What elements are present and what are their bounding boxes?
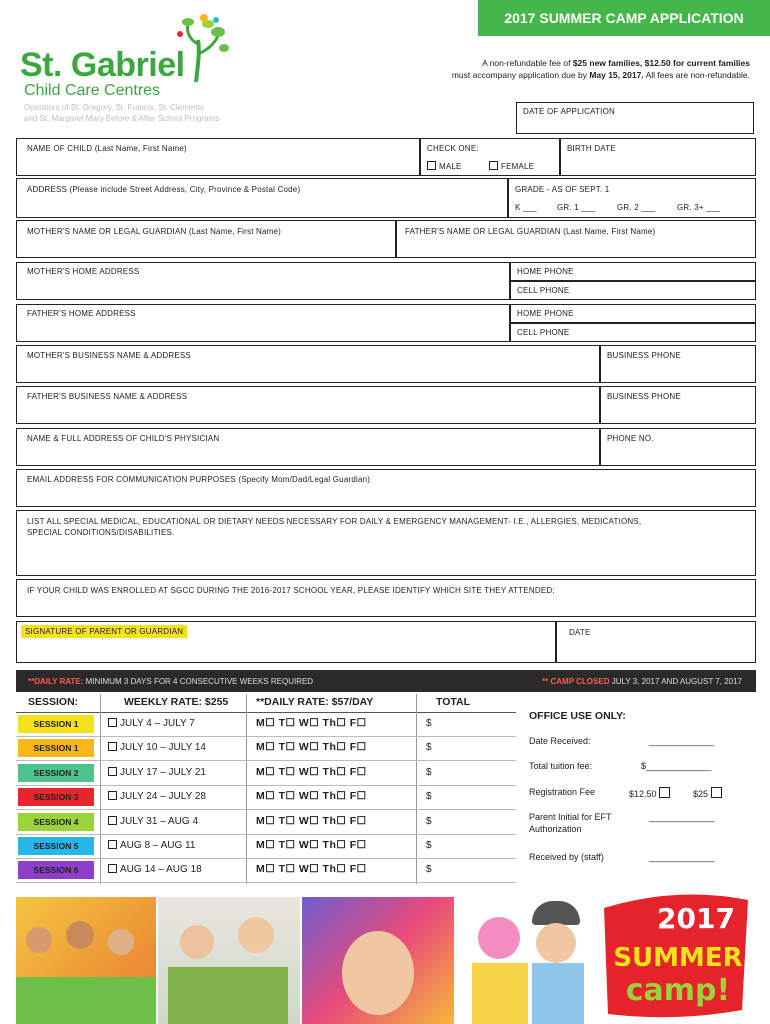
email-label: EMAIL ADDRESS FOR COMMUNICATION PURPOSES (Specify Mom/Dad/Legal Guardian) (27, 475, 371, 484)
col-daily-header: **DAILY RATE: $57/DAY (256, 696, 374, 708)
received-by-label: Received by (staff) (529, 852, 604, 862)
grade-2-option[interactable]: GR. 2 ___ (617, 203, 656, 212)
father-name-field[interactable] (396, 220, 756, 258)
business-phone-1-label: BUSINESS PHONE (607, 351, 681, 360)
birth-date-label: BIRTH DATE (567, 144, 616, 153)
date-of-application-label: DATE OF APPLICATION (523, 107, 615, 116)
photo-2-aprons (168, 967, 288, 1024)
signature-date-field[interactable] (556, 621, 756, 663)
daily-rate-text: MINIMUM 3 DAYS FOR 4 CONSECUTIVE WEEKS REQUIRED (83, 677, 314, 686)
due-date: May 15, 2017. (589, 70, 644, 80)
session-day-checkboxes[interactable]: M☐ T☐ W☐ Th☐ F☐ (256, 863, 367, 875)
home-phone-1-label: HOME PHONE (517, 267, 574, 276)
grade-field (508, 178, 756, 218)
grade-label: GRADE - AS OF SEPT. 1 (515, 185, 610, 194)
cell-phone-2-label: CELL PHONE (517, 328, 570, 337)
gender-field (420, 138, 560, 176)
col-session-header: SESSION: (28, 696, 79, 708)
date-received-line[interactable]: _____________ (649, 736, 715, 746)
signature-label: SIGNATURE OF PARENT OR GUARDIAN (21, 625, 187, 638)
cell-phone-2-field[interactable] (510, 323, 756, 342)
title-banner (478, 0, 770, 36)
mother-name-field[interactable] (16, 220, 396, 258)
session-week-option[interactable] (108, 840, 195, 851)
summer-camp-badge (596, 886, 756, 1022)
home-phone-2-field[interactable] (510, 304, 756, 323)
physician-field[interactable] (16, 428, 600, 466)
received-by-line[interactable]: _____________ (649, 852, 715, 862)
col-divider-2 (246, 694, 247, 884)
session-badge: SESSION 1 (18, 739, 94, 757)
father-home-address-label: FATHER'S HOME ADDRESS (27, 309, 136, 318)
email-field[interactable] (16, 469, 756, 507)
reg-12-label: $12.50 (629, 789, 657, 799)
session-row-divider (16, 785, 516, 786)
office-use-panel (517, 700, 760, 890)
child-hat-1 (478, 917, 520, 959)
business-phone-2-field[interactable] (600, 386, 756, 424)
rate-info-bar (16, 670, 756, 692)
child-name-field[interactable] (16, 138, 420, 176)
photo-1-ground (16, 977, 156, 1024)
session-week-option[interactable] (108, 718, 195, 729)
session-total-field[interactable]: $ (426, 840, 432, 851)
date-received-label: Date Received: (529, 736, 591, 746)
session-badge: SESSION 1 (18, 715, 94, 733)
session-row-divider (16, 809, 516, 810)
logo-name: St. Gabriel (20, 46, 185, 84)
child-face-4 (180, 925, 214, 959)
session-day-checkboxes[interactable]: M☐ T☐ W☐ Th☐ F☐ (256, 766, 367, 778)
physician-phone-field[interactable] (600, 428, 756, 466)
male-checkbox[interactable] (427, 161, 436, 170)
session-week-checkbox[interactable] (108, 767, 117, 776)
tuition-line[interactable]: $_____________ (641, 761, 712, 771)
session-badge: SESSION 2 (18, 764, 94, 782)
session-row-divider (16, 882, 516, 883)
reg-25-label: $25 (693, 789, 709, 799)
session-day-checkboxes[interactable]: M☐ T☐ W☐ Th☐ F☐ (256, 790, 367, 802)
badge-word-1: SUMMER (613, 943, 743, 973)
child-hat-2 (532, 901, 580, 925)
session-row-divider (16, 858, 516, 859)
session-total-field[interactable]: $ (426, 864, 432, 875)
table-header-divider (16, 712, 516, 713)
child-shirt-2 (532, 963, 584, 1024)
home-phone-2-label: HOME PHONE (517, 309, 574, 318)
reg-12-checkbox[interactable] (659, 787, 670, 798)
parent-initial-line[interactable]: _____________ (649, 812, 715, 822)
session-dates: JULY 24 – JULY 28 (120, 791, 206, 802)
painted-hands-photo (302, 897, 454, 1024)
fee-amounts: $25 new families, $12.50 for current families (572, 58, 750, 68)
reg-25-checkbox[interactable] (711, 787, 722, 798)
home-phone-1-field[interactable] (510, 262, 756, 281)
address-field[interactable] (16, 178, 508, 218)
session-week-checkbox[interactable] (108, 864, 117, 873)
child-face-1 (26, 927, 52, 953)
father-name-label: FATHER'S NAME OR LEGAL GUARDIAN (Last Name, First Name) (405, 227, 656, 236)
session-total-field[interactable]: $ (426, 742, 432, 753)
children-photo-2 (158, 897, 300, 1024)
session-badge: SESSION 3 (18, 788, 94, 806)
operators-text (24, 102, 284, 124)
session-total-field[interactable]: $ (426, 767, 432, 778)
child-face-2 (66, 921, 94, 949)
session-week-checkbox[interactable] (108, 718, 117, 727)
physician-label: NAME & FULL ADDRESS OF CHILD'S PHYSICIAN (27, 434, 220, 443)
fee-text: A non-refundable fee of (482, 58, 573, 68)
mother-name-label: MOTHER'S NAME OR LEGAL GUARDIAN (Last Name, First Name) (27, 227, 282, 236)
female-option[interactable] (489, 161, 534, 171)
child-face-6 (342, 931, 414, 1015)
session-week-option[interactable] (108, 816, 198, 827)
session-dates: JULY 17 – JULY 21 (120, 767, 206, 778)
session-week-option[interactable] (108, 767, 206, 778)
operators-line-1: Operators of St. Gregory, St. Francis, St. Clements (24, 103, 204, 112)
special-needs-label-1: LIST ALL SPECIAL MEDICAL, EDUCATIONAL OR DIETARY NEEDS NECESSARY FOR DAILY & EMERGENCY MANAGEMENT- I.E., ALLERGIES, MEDICATIONS, (27, 517, 642, 526)
birth-date-field[interactable] (560, 138, 756, 176)
children-photo-3 (460, 897, 600, 1024)
session-total-field[interactable]: $ (426, 816, 432, 827)
non-refundable-text: All fees are non-refundable. (643, 70, 750, 80)
session-day-checkboxes[interactable]: M☐ T☐ W☐ Th☐ F☐ (256, 717, 367, 729)
camp-closed-text: JULY 3, 2017 AND AUGUST 7, 2017 (609, 677, 742, 686)
session-badge: SESSION 5 (18, 837, 94, 855)
col-divider-3 (416, 694, 417, 884)
check-one-label: CHECK ONE: (427, 144, 479, 153)
session-week-option[interactable] (108, 742, 206, 753)
address-label: ADDRESS (Please include Street Address, City, Province & Postal Code) (27, 185, 301, 194)
child-face-7 (536, 923, 576, 963)
session-dates: JULY 31 – AUG 4 (120, 816, 199, 827)
col-divider-1 (100, 694, 101, 884)
cell-phone-1-label: CELL PHONE (517, 286, 570, 295)
session-week-checkbox[interactable] (108, 816, 117, 825)
page-title: 2017 SUMMER CAMP APPLICATION (504, 10, 744, 26)
enrolled-site-label: IF YOUR CHILD WAS ENROLLED AT SGCC DURING THE 2016-2017 SCHOOL YEAR, PLEASE IDENTIFY WHICH SITE THEY ATTENDED: (27, 586, 555, 595)
session-week-option[interactable] (108, 791, 206, 802)
grade-1-option[interactable]: GR. 1 ___ (557, 203, 596, 212)
child-shirt-1 (472, 963, 528, 1024)
session-day-checkboxes[interactable]: M☐ T☐ W☐ Th☐ F☐ (256, 741, 367, 753)
due-text: must accompany application due by (451, 70, 590, 80)
session-total-field[interactable]: $ (426, 718, 432, 729)
tuition-label: Total tuition fee: (529, 761, 593, 771)
logo-subtitle: Child Care Centres (24, 82, 161, 99)
child-face-5 (238, 917, 274, 953)
signature-date-label: DATE (569, 628, 591, 637)
col-weekly-header: WEEKLY RATE: $255 (124, 696, 229, 708)
camp-closed-label: ** CAMP CLOSED (542, 677, 610, 686)
badge-year: 2017 (657, 902, 735, 935)
session-week-checkbox[interactable] (108, 742, 117, 751)
mother-business-label: MOTHER'S BUSINESS NAME & ADDRESS (27, 351, 191, 360)
father-home-address-field[interactable] (16, 304, 510, 342)
session-week-option[interactable] (108, 864, 202, 875)
reg-12-option[interactable] (629, 787, 673, 799)
parent-initial-label-1: Parent Initial for EFT (529, 812, 612, 822)
fee-notice-line-1 (290, 58, 750, 68)
session-dates: AUG 8 – AUG 11 (120, 840, 196, 851)
session-badge: SESSION 6 (18, 861, 94, 879)
daily-rate-note (28, 677, 313, 686)
reg-25-option[interactable] (693, 787, 725, 799)
daily-rate-label: **DAILY RATE: (28, 677, 84, 686)
father-business-label: FATHER'S BUSINESS NAME & ADDRESS (27, 392, 188, 401)
child-name-label: NAME OF CHILD (Last Name, First Name) (27, 144, 187, 153)
session-badge: SESSION 4 (18, 813, 94, 831)
office-use-title: OFFICE USE ONLY: (529, 710, 626, 722)
session-week-checkbox[interactable] (108, 840, 117, 849)
session-row-divider (16, 834, 516, 835)
child-face-3 (108, 929, 134, 955)
date-of-application-field[interactable] (516, 102, 754, 134)
badge-word-2: camp! (625, 973, 731, 1008)
female-label: FEMALE (501, 162, 535, 171)
camp-closed-note (542, 677, 742, 686)
phone-no-label: PHONE NO. (607, 434, 654, 443)
business-phone-2-label: BUSINESS PHONE (607, 392, 681, 401)
business-phone-1-field[interactable] (600, 345, 756, 383)
session-dates: AUG 14 – AUG 18 (120, 864, 202, 875)
cell-phone-1-field[interactable] (510, 281, 756, 300)
session-total-field[interactable]: $ (426, 791, 432, 802)
session-dates: JULY 10 – JULY 14 (120, 742, 206, 753)
session-row-divider (16, 760, 516, 761)
enrolled-site-field[interactable] (16, 579, 756, 617)
col-total-header: TOTAL (436, 696, 471, 708)
session-dates: JULY 4 – JULY 7 (120, 718, 195, 729)
special-needs-field[interactable] (16, 510, 756, 576)
signature-field[interactable] (16, 621, 556, 663)
male-option[interactable] (427, 161, 462, 171)
children-photo-1 (16, 897, 156, 1024)
special-needs-label-2: SPECIAL CONDITIONS/DISABILITIES. (27, 528, 175, 537)
mother-home-address-label: MOTHER'S HOME ADDRESS (27, 267, 140, 276)
session-day-checkboxes[interactable]: M☐ T☐ W☐ Th☐ F☐ (256, 839, 367, 851)
grade-k-option[interactable]: K ___ (515, 203, 537, 212)
session-day-checkboxes[interactable]: M☐ T☐ W☐ Th☐ F☐ (256, 815, 367, 827)
session-row-divider (16, 736, 516, 737)
female-checkbox[interactable] (489, 161, 498, 170)
mother-business-field[interactable] (16, 345, 600, 383)
grade-3-option[interactable]: GR. 3+ ___ (677, 203, 721, 212)
fee-notice-line-2 (290, 70, 750, 80)
session-week-checkbox[interactable] (108, 791, 117, 800)
mother-home-address-field[interactable] (16, 262, 510, 300)
parent-initial-label-2: Authorization (529, 824, 582, 834)
father-business-field[interactable] (16, 386, 600, 424)
operators-line-2: and St. Margaret Mary Before & After School Programs (24, 114, 220, 123)
registration-fee-label: Registration Fee (529, 787, 596, 797)
male-label: MALE (439, 162, 462, 171)
